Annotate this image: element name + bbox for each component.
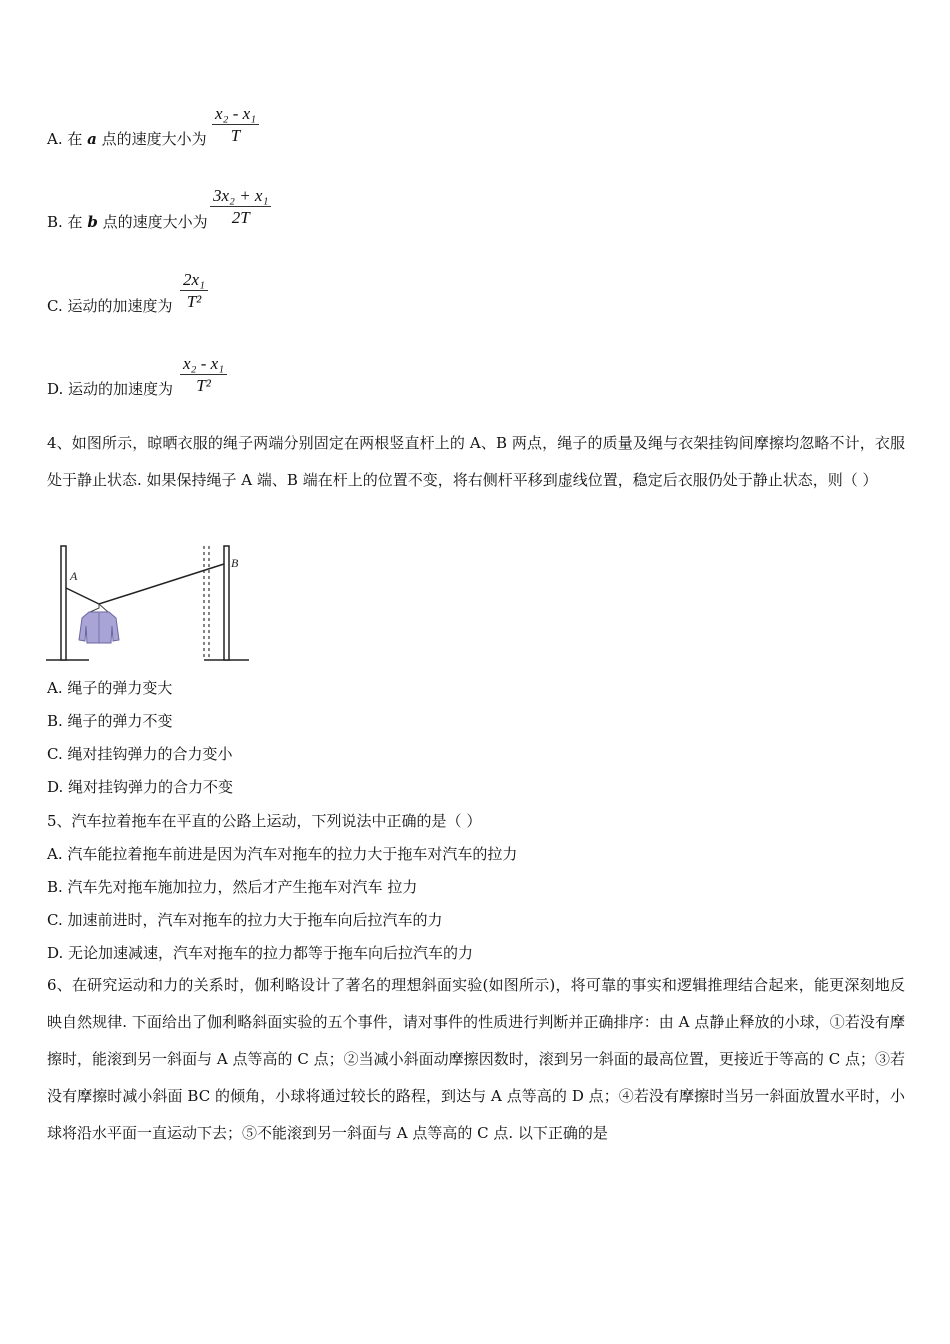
fraction-denominator: T² — [196, 376, 211, 395]
hanger — [90, 604, 108, 612]
q4-option-d: D. 绳对挂钩弹力的合力不变 — [47, 778, 234, 796]
option-prefix: B. 在 — [47, 213, 88, 231]
option-prefix: C. 运动的加速度为 — [47, 297, 173, 315]
label-a: A — [70, 569, 78, 583]
q5-option-c: C. 加速前进时，汽车对拖车的拉力大于拖车向后拉汽车的力 — [47, 911, 443, 929]
fraction-numerator: 2x₁ — [180, 270, 208, 291]
option-var: b — [87, 213, 98, 231]
q3-option-d — [47, 378, 173, 399]
option-suffix: 点的速度大小为 — [97, 213, 208, 231]
fraction-numerator: x₂ - x₁ — [212, 104, 259, 125]
q3-option-b-fraction — [210, 186, 271, 229]
fraction-denominator: T² — [186, 292, 202, 311]
fraction-denominator: T — [230, 126, 241, 145]
q6-stem: 6、在研究运动和力的关系时，伽利略设计了著名的理想斜面实验(如图所示)，将可靠的事实和逻辑推理结合起来，能更深刻地反映自然规律. 下面给出了伽利略斜面实验的五个事件，请对事件的性质进行判断并正确排序：由 A 点静止释放的小球，①若没有摩擦时，能滚到另一斜面与 A 点等高的 C 点；②当减小斜面动摩擦因数时，滚到另一斜面的最高位置，更接近于等高的 C 点；③若没有摩擦时减小斜面 BC 的倾角，小球将通过较长的路程，到达与 A 点等高的 D 点；④若没有摩擦时当另一斜面放置水平时，小球将沿水平面一直运动下去；⑤不能滚到另一斜面与 A 点等高的 C 点. 以下正确的是 — [47, 976, 905, 1142]
fraction-numerator: 3x₂ + x₁ — [210, 186, 271, 207]
q4-stem: 4、如图所示，晾晒衣服的绳子两端分别固定在两根竖直杆上的 A、B 两点，绳子的质量及绳与衣架挂钩间摩擦均忽略不计，衣服处于静止状态. 如果保持绳子 A 端、B 端在杆上的位置不变，将右侧杆平移到虚线位置，稳定后衣服仍处于静止状态，则（ ） — [47, 434, 905, 489]
q4-figure — [44, 540, 254, 665]
fraction-numerator: x₂ - x₁ — [180, 354, 227, 375]
q4-option-b: B. 绳子的弹力不变 — [47, 712, 173, 730]
fraction-denominator: 2T — [231, 208, 250, 227]
q4-option-a: A. 绳子的弹力变大 — [47, 679, 173, 697]
q3-option-a — [47, 128, 207, 149]
q3-option-b — [47, 211, 208, 232]
left-pole — [61, 546, 66, 660]
option-suffix: 点的速度大小为 — [96, 130, 207, 148]
q3-option-c-fraction — [180, 270, 208, 313]
q3-option-c — [47, 295, 172, 316]
q3-option-a-fraction — [212, 104, 259, 147]
q5-option-d: D. 无论加速减速，汽车对拖车的拉力都等于拖车向后拉汽车的力 — [47, 944, 474, 962]
label-b: B — [231, 556, 239, 570]
right-pole — [224, 546, 229, 660]
q4-option-c: C. 绳对挂钩弹力的合力变小 — [47, 745, 233, 763]
q5-option-b: B. 汽车先对拖车施加拉力，然后才产生拖车对汽车 拉力 — [47, 878, 418, 896]
q5-option-a: A. 汽车能拉着拖车前进是因为汽车对拖车的拉力大于拖车对汽车的拉力 — [47, 845, 518, 863]
q3-option-d-fraction — [180, 354, 227, 397]
option-prefix: A. 在 — [47, 130, 88, 148]
option-var: a — [87, 130, 97, 148]
rope — [66, 564, 224, 604]
q5-stem: 5、汽车拉着拖车在平直的公路上运动，下列说法中正确的是（ ） — [47, 812, 482, 830]
option-prefix: D. 运动的加速度为 — [47, 380, 174, 398]
